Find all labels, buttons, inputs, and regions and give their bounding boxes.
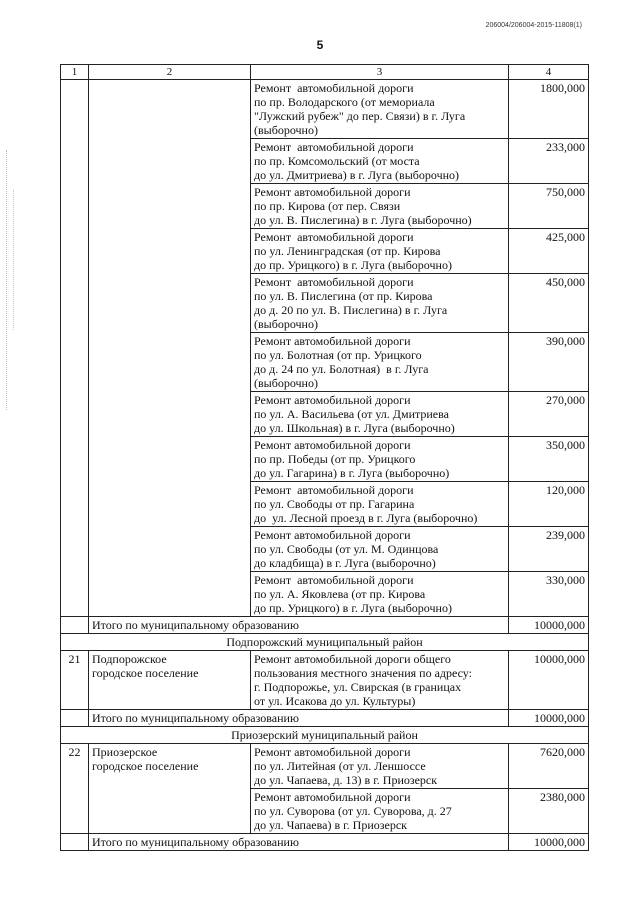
amount-cell: 239,000 <box>509 527 589 572</box>
amount-cell: 2380,000 <box>509 789 589 834</box>
work-description-cell <box>251 744 509 789</box>
amount-cell: 270,000 <box>509 392 589 437</box>
empty-cell <box>61 710 89 727</box>
total-row <box>61 834 589 851</box>
work-description-cell <box>251 482 509 527</box>
work-description: Ремонт автомобильной дороги по ул. Литейная (от ул. Леншоссе до ул. Чапаева, д. 13) в г. Приозерск <box>254 745 438 787</box>
work-description-cell <box>251 139 509 184</box>
amount-cell: 10000,000 <box>509 651 589 710</box>
amount-cell: 390,000 <box>509 333 589 392</box>
district-row <box>61 634 589 651</box>
table-row <box>61 651 589 710</box>
row-number: 22 <box>61 744 89 834</box>
table-row <box>61 80 589 139</box>
column-header-row <box>61 65 589 80</box>
work-description: Ремонт автомобильной дороги по ул. Суворова (от ул. Суворова, д. 27 до ул. Чапаева) в г. Приозерск <box>254 790 452 832</box>
work-description-cell <box>251 437 509 482</box>
amount-cell: 120,000 <box>509 482 589 527</box>
total-amount: 10000,000 <box>509 617 589 634</box>
total-amount: 10000,000 <box>509 710 589 727</box>
work-description: Ремонт автомобильной дороги по ул. А. Васильева (от ул. Дмитриева до ул. Школьная) в г. Луга (выборочно) <box>254 393 455 435</box>
page-number: 5 <box>316 38 324 52</box>
document-id: 206004/206004-2015-11808(1) <box>485 22 582 29</box>
amount-cell: 350,000 <box>509 437 589 482</box>
settlement-cell <box>89 651 251 710</box>
amount-cell: 1800,000 <box>509 80 589 139</box>
total-label: Итого по муниципальному образованию <box>89 617 509 634</box>
work-description: Ремонт автомобильной дороги по пр. Кирова (от пер. Связи до ул. В. Пислегина) в г. Луга (выборочно) <box>254 185 472 227</box>
amount-cell: 7620,000 <box>509 744 589 789</box>
work-description: Ремонт автомобильной дороги по ул. В. Пислегина (от пр. Кирова до д. 20 по ул. В. Пислегина) в г. Луга (выборочно) <box>254 275 448 331</box>
amount-cell: 330,000 <box>509 572 589 617</box>
work-description: Ремонт автомобильной дороги по пр. Победы (от пр. Урицкого до ул. Гагарина) в г. Луга (выборочно) <box>254 438 450 480</box>
total-row <box>61 710 589 727</box>
work-description-cell <box>251 333 509 392</box>
column-header: 2 <box>89 65 251 80</box>
total-label: Итого по муниципальному образованию <box>89 834 509 851</box>
scan-artifact <box>6 150 11 410</box>
amount-cell: 425,000 <box>509 229 589 274</box>
work-description: Ремонт автомобильной дороги по ул. А. Яковлева (от пр. Кирова до пр. Урицкого) в г. Луга (выборочно) <box>254 573 452 615</box>
road-repair-table <box>60 64 589 851</box>
column-header: 4 <box>509 65 589 80</box>
work-description-cell <box>251 184 509 229</box>
district-row <box>61 727 589 744</box>
work-description: Ремонт автомобильной дороги по ул. Болотная (от пр. Урицкого до д. 24 по ул. Болотная) в г. Луга (выборочно) <box>254 334 429 390</box>
settlement-name: Подпорожское городское поселение <box>92 652 199 680</box>
work-description-cell <box>251 572 509 617</box>
column-header: 3 <box>251 65 509 80</box>
table-row <box>61 744 589 789</box>
scan-artifact <box>13 190 18 330</box>
work-description: Ремонт автомобильной дороги по пр. Володарского (от мемориала "Лужский рубеж" до пер. Связи) в г. Луга (выборочно) <box>254 81 466 137</box>
total-amount: 10000,000 <box>509 834 589 851</box>
district-name: Приозерский муниципальный район <box>61 727 589 744</box>
work-description: Ремонт автомобильной дороги по ул. Ленинградская (от пр. Кирова до пр. Урицкого) в г. Луга (выборочно) <box>254 230 452 272</box>
row-number: 21 <box>61 651 89 710</box>
amount-cell: 233,000 <box>509 139 589 184</box>
empty-cell <box>61 834 89 851</box>
settlement-cell <box>89 744 251 834</box>
work-description: Ремонт автомобильной дороги по ул. Свободы (от ул. М. Одинцова до кладбища) в г. Луга (выборочно) <box>254 528 439 570</box>
work-description-cell <box>251 274 509 333</box>
total-row <box>61 617 589 634</box>
empty-cell <box>61 617 89 634</box>
settlement-name: Приозерское городское поселение <box>92 745 199 773</box>
row-number-cell <box>61 80 89 617</box>
settlement-cell <box>89 80 251 617</box>
work-description: Ремонт автомобильной дороги общего пользования местного значения по адресу: г. Подпорожье, ул. Свирская (в границах от ул. Исакова до ул. Культуры) <box>254 652 472 708</box>
column-header: 1 <box>61 65 89 80</box>
total-label: Итого по муниципальному образованию <box>89 710 509 727</box>
amount-cell: 750,000 <box>509 184 589 229</box>
work-description-cell <box>251 527 509 572</box>
district-name: Подпорожский муниципальный район <box>61 634 589 651</box>
work-description-cell <box>251 229 509 274</box>
work-description-cell <box>251 651 509 710</box>
amount-cell: 450,000 <box>509 274 589 333</box>
work-description: Ремонт автомобильной дороги по ул. Свободы от пр. Гагарина до ул. Лесной проезд в г. Луга (выборочно) <box>254 483 478 525</box>
work-description-cell <box>251 789 509 834</box>
work-description-cell <box>251 80 509 139</box>
work-description-cell <box>251 392 509 437</box>
work-description: Ремонт автомобильной дороги по пр. Комсомольский (от моста до ул. Дмитриева) в г. Луга (выборочно) <box>254 140 460 182</box>
